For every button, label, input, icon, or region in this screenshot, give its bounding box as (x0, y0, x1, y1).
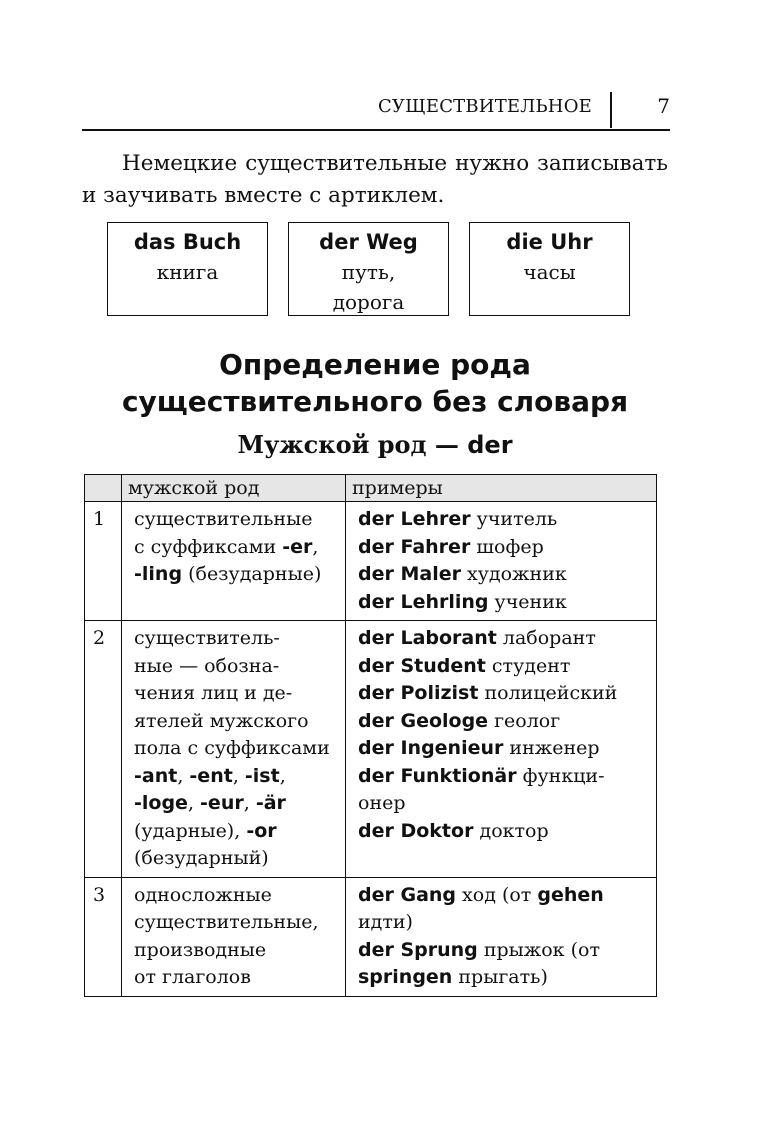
subheading (82, 428, 668, 462)
word-box-das-buch (107, 222, 268, 316)
section-title: СУЩЕСТВИТЕЛЬНОЕ (377, 96, 592, 117)
rule-description: односложные существительные, производные от глаголов (122, 877, 346, 996)
word-russian: книга (156, 260, 219, 284)
header-masculine: мужской род (122, 475, 346, 502)
rule-examples (346, 502, 657, 621)
example: der Funktionär функци- (358, 764, 605, 787)
table-row (85, 877, 657, 996)
example-cont: онер (358, 792, 406, 814)
rule-examples (346, 621, 657, 878)
word-russian: путь, (341, 260, 396, 284)
example: der Lehrling ученик (358, 590, 567, 613)
example: der Gang ход (от gehen (358, 883, 604, 906)
subheading-article: der (467, 431, 513, 459)
table-row (85, 502, 657, 621)
header-rule (82, 129, 670, 131)
example-cont: springen прыгать) (358, 966, 548, 988)
word-german: der Weg (319, 230, 418, 254)
page-number: 7 (657, 94, 670, 118)
example: der Lehrer учитель (358, 508, 558, 530)
example: der Geologe геолог (358, 709, 561, 732)
rule-description: существитель- ные — обозна- чения лиц и де- ятелей мужского пола с суффиксами -ant, -ent, -ist, -loge, -eur, -är (ударные), -or (безударный) (122, 621, 346, 878)
row-number: 2 (85, 621, 122, 878)
word-german: die Uhr (506, 230, 593, 254)
word-german: das Buch (133, 230, 242, 254)
example-cont: идти) (358, 911, 413, 933)
intro-paragraph (82, 148, 668, 212)
example: der Polizist полицейский (358, 682, 618, 704)
word-russian: часы (523, 260, 576, 284)
example: der Sprung прыжок (от (358, 938, 600, 961)
row-number: 3 (85, 877, 122, 996)
gender-rules-table (84, 474, 657, 997)
header-examples: примеры (346, 475, 657, 502)
header-separator (610, 92, 612, 128)
row-number: 1 (85, 502, 122, 621)
section-heading (82, 346, 668, 420)
example: der Ingenieur инженер (358, 737, 600, 759)
example: der Laborant лаборант (358, 627, 596, 649)
heading-line-2: существительного без словаря (121, 385, 629, 418)
word-box-die-uhr (469, 222, 630, 316)
table-row (85, 621, 657, 878)
rule-description: существительные с суффиксами -er, -ling (безударные) (122, 502, 346, 621)
example: der Student студент (358, 654, 571, 677)
word-box-der-weg (288, 222, 449, 316)
example: der Maler художник (358, 563, 567, 585)
word-russian-cont: дорога (332, 290, 405, 314)
header-number (85, 475, 122, 502)
running-head (82, 92, 670, 132)
example: der Fahrer шофер (358, 535, 544, 558)
rule-examples (346, 877, 657, 996)
heading-line-1: Определение рода (219, 348, 531, 381)
table-header-row (85, 475, 657, 502)
intro-text: Немецкие существительные нужно записывать и заучивать вместе с артиклем. (82, 151, 668, 208)
example: der Doktor доктор (358, 819, 549, 842)
subheading-prefix: Мужской род — (237, 430, 468, 459)
